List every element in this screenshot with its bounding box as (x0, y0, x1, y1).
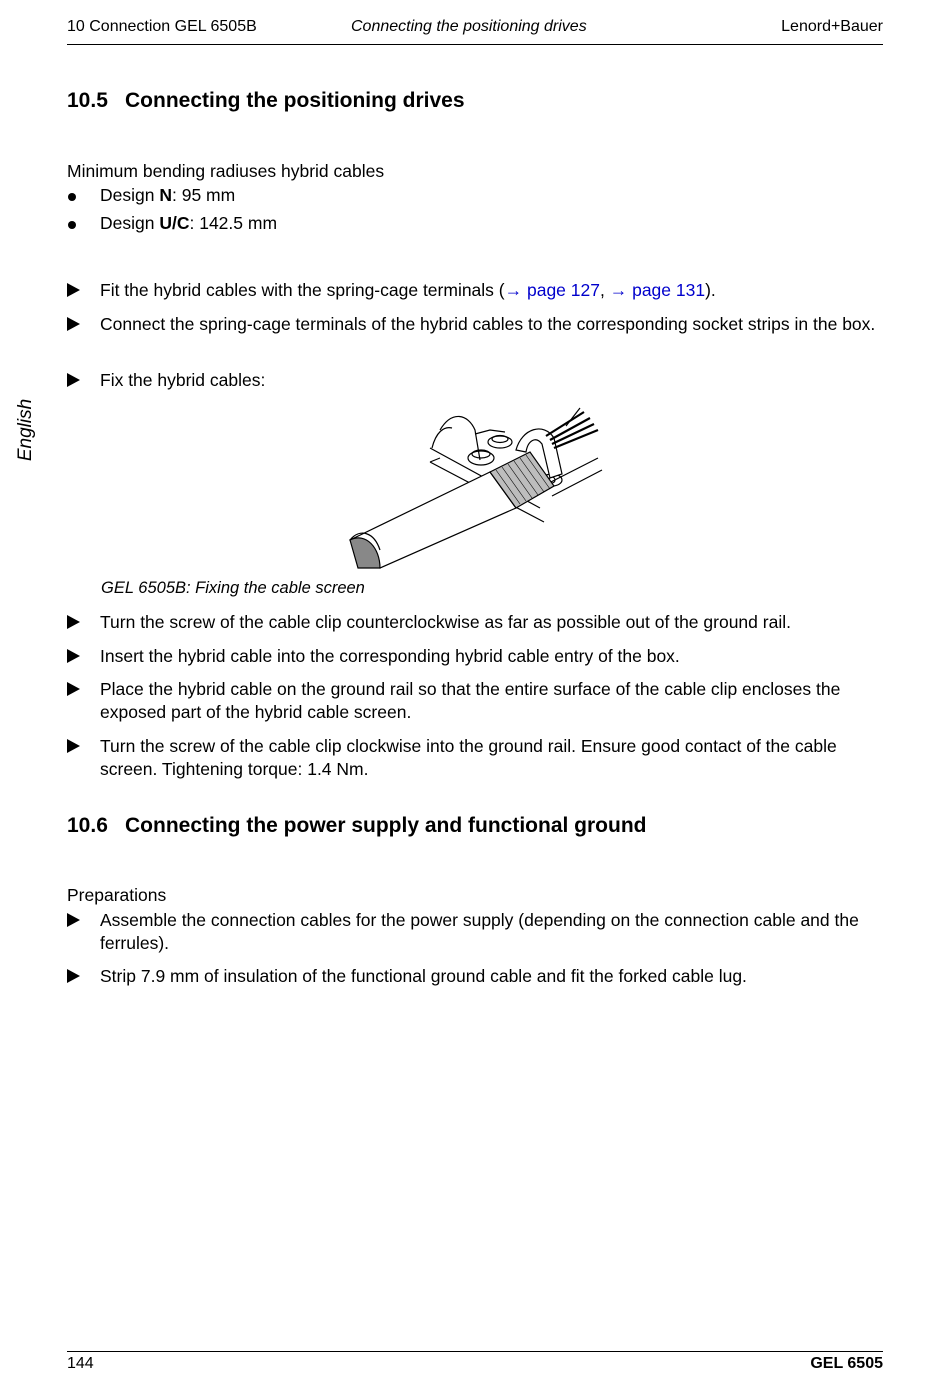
instruction-step: Fix the hybrid cables: (67, 369, 883, 392)
instruction-step: Connect the spring-cage terminals of the hybrid cables to the corresponding socket strips in the box. (67, 313, 883, 336)
step-arrow-icon (67, 649, 80, 663)
step-arrow-icon (67, 682, 80, 696)
step-arrow-icon (67, 283, 80, 297)
cable-clip-figure (340, 400, 610, 572)
instruction-step: Strip 7.9 mm of insulation of the functional ground cable and fit the forked cable lug. (67, 965, 883, 988)
step-arrow-icon (67, 739, 80, 753)
list-item: Design N: 95 mm (67, 184, 883, 207)
step-arrow-icon (67, 373, 80, 387)
instruction-step: Turn the screw of the cable clip clockwise into the ground rail. Ensure good contact of the cable screen. Tightening torque: 1.4 Nm. (67, 735, 883, 781)
page-number: 144 (67, 1355, 94, 1372)
instruction-step: Assemble the connection cables for the power supply (depending on the connection cable and the ferrules). (67, 909, 883, 955)
step-arrow-icon (67, 317, 80, 331)
section-number: 10.5 (67, 89, 108, 112)
section-heading-10-6 (67, 814, 646, 838)
header-brand: Lenord+Bauer (781, 18, 883, 35)
page-link-131[interactable]: → page 131 (609, 280, 706, 300)
bullet-icon (68, 193, 76, 201)
page-header (67, 16, 883, 45)
instruction-step: Fit the hybrid cables with the spring-cage terminals (→ page 127, → page 131). (67, 279, 883, 302)
step-arrow-icon (67, 615, 80, 629)
section-title: Connecting the positioning drives (125, 89, 465, 112)
page-link-127[interactable]: → page 127 (504, 280, 600, 300)
instruction-step: Turn the screw of the cable clip counterclockwise as far as possible out of the ground rail. (67, 611, 883, 634)
section-number: 10.6 (67, 814, 108, 837)
instruction-step: Place the hybrid cable on the ground rail so that the entire surface of the cable clip encloses the exposed part of the hybrid cable screen. (67, 678, 883, 724)
bullet-icon (68, 221, 76, 229)
page-footer (67, 1351, 883, 1372)
document-name: GEL 6505 (810, 1355, 883, 1372)
list-item: Design U/C: 142.5 mm (67, 212, 883, 235)
section-title: Connecting the power supply and functional ground (125, 814, 647, 837)
language-label: English (15, 398, 36, 462)
header-chapter: 10 Connection GEL 6505B (67, 18, 257, 35)
section-heading-10-5 (67, 89, 465, 113)
bending-radius-intro: Minimum bending radiuses hybrid cables (67, 161, 385, 181)
step-arrow-icon (67, 913, 80, 927)
header-section: Connecting the positioning drives (351, 18, 587, 35)
language-tab (12, 395, 40, 465)
instruction-step: Insert the hybrid cable into the corresponding hybrid cable entry of the box. (67, 645, 883, 668)
figure-caption: GEL 6505B: Fixing the cable screen (101, 579, 365, 597)
step-arrow-icon (67, 969, 80, 983)
preparations-label: Preparations (67, 885, 167, 905)
